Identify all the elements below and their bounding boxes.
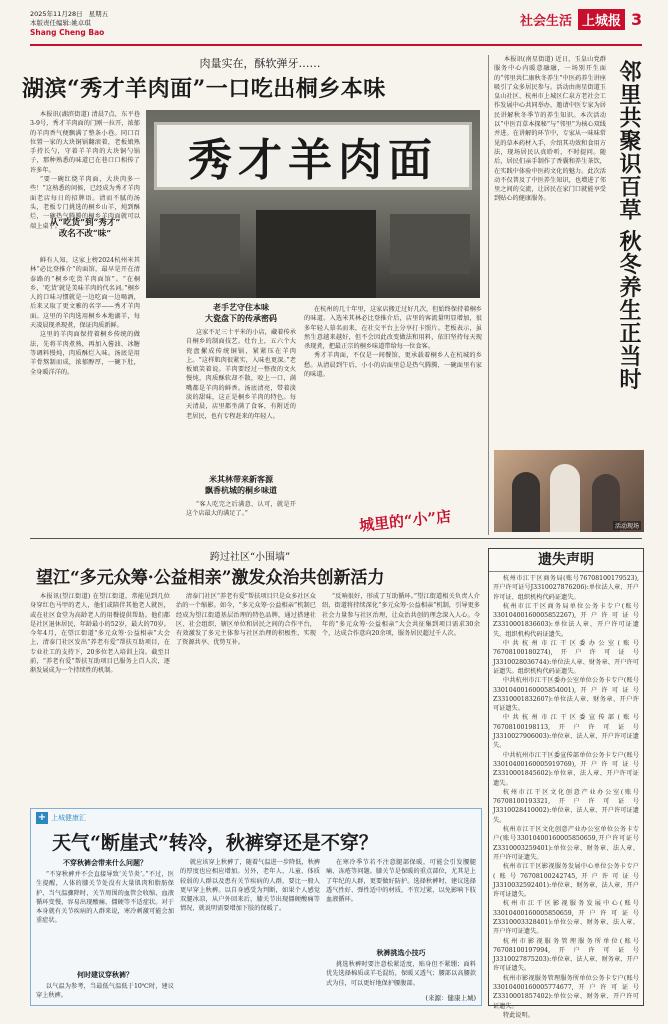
section-name: 社会生活 xyxy=(520,13,573,29)
masthead-left xyxy=(30,10,170,38)
lost-notice-item: 中共杭州市江干区委办公室(账号76708100180274),开户许可证号J3310028036744):单位法人章、财务章、开户许可证遗失。组织机构代码证遗失。 xyxy=(493,640,639,675)
story1-col3 xyxy=(304,305,482,465)
story3-source: (来源：健康上城) xyxy=(425,994,476,1002)
lost-notice-item: 杭州市影视服务管理服务所单位(账号76708100197994,开户许可证号J3310027875203):单位章、法人章、财务章、开户许可证遗失。 xyxy=(493,937,639,973)
health-cross-icon: + xyxy=(37,812,47,823)
story1-col2-text: 这家不足三十平米的小店，藏着传承自桐乡的制面技艺。灶台上，五六个大瓷盘摞成传统铜锅，紧紧压在羊肉上。“这样肌肉很紧实，入味也更深。”老板娘笑着说。羊肉要经过一整夜的文火慢炖，肉质酥软却不散，咬上一口，满嘴都是羊肉的鲜香。汤底清亮，带着淡淡的甜味，这正是桐乡羊肉的特色。每天清晨，店里都坐满了食客，有附近的老居民，也有专程赶来的年轻人。 xyxy=(186,329,296,420)
right-story-body xyxy=(494,55,606,445)
issue-date: 2025年11月28日 xyxy=(30,10,83,18)
story2-kicker: 跨过社区“小围墙” xyxy=(209,552,291,563)
story1-col3b-text: 秀才羊肉面，不仅是一间餐馆，更承载着桐乡人在杭城的乡愁。从清晨到午后，小小的店面里总是热气腾腾，一碗面里有家的味道。 xyxy=(304,352,482,379)
right-photo-label: 活动现场 xyxy=(614,523,639,530)
photo-crowd-1 xyxy=(512,472,540,532)
story2-col3 xyxy=(322,592,480,792)
right-story-headline: 邻里共聚识百草 秋冬养生正当时 xyxy=(616,60,641,391)
photo-sign-text: 秀才羊肉面 xyxy=(188,135,438,186)
lost-notice-item: 杭州市江干区影视服务发展中心(账号33010400160005850659,开户许可证号Z3310003328401):单位公章、财务章、法人章、开户许可证遗失。 xyxy=(493,900,639,936)
story1-headline: 湖滨“秀才羊肉面”一口吃出桐乡本味 xyxy=(22,76,386,102)
story3-col1-text: “不穿秋裤并不会直接导致‘关节炎’。”不过，医生提醒，人体的膝关节处没有大量肌肉和脂肪保护，当气温骤降时，关节周围的血管会收缩，血液循环变慢，容易出现酸痛、僵硬等不适症状。对于本身就有关节疾病的人群来说，寒冷刺激可能会加重症状。 xyxy=(36,871,174,925)
lost-notice-item: 中共杭州市江干区委宣传部单位公务卡专户(账号33010400160005919769),开户许可证号Z3310001845602):单位章、法人章、开户许可证遗失。 xyxy=(493,751,639,787)
story1-col2b xyxy=(186,500,296,528)
stamp-text: 城里的“小”店 xyxy=(358,506,452,535)
story3-col1b-text: 以气温为参考，当最低气温低于10℃时，建议穿上秋裤。 xyxy=(36,983,174,1000)
photo-window-left xyxy=(160,214,240,274)
lost-notice-item: 特此说明。 xyxy=(502,1011,534,1019)
story1-subhead1: 从“吃货”到“秀才” 改名不改“味” xyxy=(49,218,121,239)
right-story-photo xyxy=(494,450,644,532)
story3-sub1: 不穿秋裤会带来什么问题？ xyxy=(63,858,147,867)
story3-col3b xyxy=(326,960,476,992)
story3-col2 xyxy=(180,858,320,1002)
story3-col3-text: 在寒冷季节若不注意腿部保暖，可能会引发腰腿痛、冻疮等问题。膝关节是保暖的重点部位，尤其是上了年纪的人群，更要做好防护。选择秋裤时，建议选择透气性好、弹性适中的材质，不宜过紧，以免影响下肢血液循环。 xyxy=(326,859,476,904)
story3-col2-text: 就应该穿上秋裤了，随着气温进一步降低，秋裤的厚度也应相应增加。另外，老年人、儿童、体质较弱的人群以及患有关节疾病的人群，要比一般人更早穿上秋裤。以自身感受为判断，如果个人感觉双腿冰凉，从户外回来后，膝关节出现僵硬酸痛等情况，就说明需要增加下肢的保暖了。 xyxy=(180,859,320,913)
story1-col1c-text: 这里的羊肉面保持着桐乡传统的做法，先将羊肉煮熟，再加入酱油、冰糖等调料慢炖，肉质酥烂入味。汤底是用羊骨熬制而成，浓郁醇厚，一碗下肚，全身暖洋洋的。 xyxy=(30,331,140,376)
editor-line: 本版责任编辑:姚卓琪 xyxy=(30,19,91,27)
story3-logo xyxy=(36,812,86,824)
story3-headline: 天气“断崖式”转冷，秋裤穿还是不穿？ xyxy=(52,832,378,854)
right-story-text: 本报讯(南星街道) 近日，玉皇山党群服务中心内暖意融融，一场别开生面的“邻里共仁康秋冬养生”中医药养生讲座吸引了众多居民参与。活动由南星街道玉皇山社区、杭州市上城区仁泉方老社会工作发展中心共同举办，邀请中医专家为居民讲解秋冬季节的养生知识。本次活动以“中医百草本探秘”与“邻里”为核心双线并进。在讲解的环节中，专家从一味味常见的草本药材入手，介绍其功效和食用方法，现场居民认真聆听，不时提问。随后，居民们亲手制作了香囊和养生茶饮，在实践中体验中医药文化的魅力。此次活动不仅普及了中医养生知识，也增进了邻里之间的交流，让居民在家门口就能享受到贴心的健康服务。 xyxy=(494,56,606,203)
issue-weekday: 星期五 xyxy=(88,10,109,18)
story1-kicker: 肉量实在，酥软弹牙…… xyxy=(199,57,321,70)
story3-sub3: 秋裤挑选小技巧 xyxy=(376,948,426,957)
lost-notice-item: 杭州市江干区商务局(账号76708100179523),开户许可证号J3310027876206):单位法人章、开户许可证、组织机构代码证遗失。 xyxy=(493,575,639,601)
story3-col3 xyxy=(326,858,476,946)
paper-name-logo: 上城报 xyxy=(578,9,625,30)
story1-col1-extra: “要一碗红烧羊肉面，大块肉多一些！”这熟悉的问候，已经成为秀才羊肉面老店每日的招牌语。清而不腻的汤头，老板专门挑选的桐乡山羊，炖到酥烂，一碗热气腾腾的桐乡羊肉面就可以端上桌了。 xyxy=(30,176,140,230)
story2-col1-text: 本报讯(望江街道) 在望江街道，常能见到几位身穿红色马甲的老人，他们或陪伴其他老人就医，或在社区食堂为高龄老人的用餐提供帮助。他们都是社区退休居民，年龄最小的52岁，最大的70岁。今年4月，在望江街道“多元众筹·公益相亲”大会上，清泰门社区发出“养老有爱”帮扶互助项目，在专业社工的支持下，20多位老人培训上岗。截至目前，“养老有爱”帮扶互助项目已服务上百人次，逐渐发展成为一个持续性的机制。 xyxy=(30,593,170,675)
story3-col1 xyxy=(36,870,174,966)
story1-col3-text: 在杭州的几十年里，这家店搬迁过好几次，但始终保持着桐乡的味道。入选米其林必比登推介后，店里的客流量明显增加，很多年轻人慕名而来，在社交平台上分享打卡照片。老板表示，虽然生意越来越好，但不会因此改变做法和用料，依旧坚持每天现杀现煮，把最正宗的桐乡味道带给每一位食客。 xyxy=(304,306,482,351)
lost-notice-item: 中共杭州市江干区委宣传部(账号76708100198113,开户许可证号J3310027906003):单位章、法人章、开户许可证遗失。 xyxy=(493,714,639,750)
lost-notice-item: 杭州市江干区文化创意产业办公室单位公务卡专户(账号33010400160005850659,开户许可证号Z3310003259401):单位公章、财务章、法人章、开户许可证遗失。 xyxy=(493,826,639,861)
lost-notice-list xyxy=(489,572,643,1019)
section-rule-1 xyxy=(30,538,642,539)
lost-notice-box xyxy=(488,548,644,1019)
story2-col1 xyxy=(30,592,170,792)
right-column-divider xyxy=(488,55,489,535)
story1-photo xyxy=(146,110,480,298)
story3-col1b xyxy=(36,982,174,1002)
lost-notice-item: 杭州市影视服务管理服务所单位公务卡专户(账号33010400160005774677,开户许可证号Z3310001857402):单位公章、财务章、开户许可证遗失。 xyxy=(493,974,639,1010)
story1-col2 xyxy=(186,328,296,470)
photo-door xyxy=(256,210,376,298)
story3-sub2: 何时建议穿秋裤？ xyxy=(77,970,133,979)
story2-col2-text: 清泰门社区“养老有爱”帮扶项目只是众多社区众治的一个缩影。如今，“多元众筹·公益相亲”机制已经成为望江街道基层治理的特色品牌，通过搭建社区、社会组织、辖区单位和居民之间的合作平台，有效激发了多元主体参与社区治理的积极性，实现了资源共享、优势互补。 xyxy=(176,593,316,647)
masthead-right xyxy=(520,6,642,32)
story1-col1b-text: 鲜有人知，这家上榜2024杭州米其林“必比登推介”的面馆，最早是开在清泰路的“桐乡吃货羊肉面馆”。“在桐乡，‘吃货’就是美味羊肉的代名词。”桐乡人的口味习惯就是一边吃面一边喝酒，后来又取了更文雅的名字——秀才羊肉面。这里的羊肉选用桐乡本地湖羊，每天凌晨现杀现煮，保证肉质新鲜。 xyxy=(30,257,140,330)
story3-logo-label: 上城健康汇 xyxy=(51,814,86,822)
page-number: 3 xyxy=(631,9,643,29)
brand-pinyin: Shang Cheng Bao xyxy=(30,28,105,37)
photo-window-right xyxy=(390,214,470,274)
lost-notice-item: 杭州市江干区影视服务发展中心单位公务卡专户(账号76708100242745,开户许可证号J3310032592401):单位章、财务章、法人章、开户许可证遗失。 xyxy=(493,863,639,899)
lost-notice-item: 杭州市江干区文化创意产业办公室(账号76708100193321,开户许可证号J3310028410002):单位章、法人章、开户许可证遗失。 xyxy=(493,788,639,824)
story1-col1b xyxy=(30,256,140,401)
story2-headline: 望江“多元众筹·公益相亲”激发众治共创新活力 xyxy=(36,568,385,588)
story2-col3-text: “反响很好，形成了互助循环。”望江街道相关负责人介绍，街道将持续深化“多元众筹·公益相亲”机制，引导更多社会力量参与社区治理，让众治共创的理念深入人心。今年的“多元众筹·公益相亲”大会共征集到项目需求30余个，达成合作意向20余项，服务居民超过千人次。 xyxy=(322,593,480,638)
photo-sign-board xyxy=(154,122,472,190)
story2-col2 xyxy=(176,592,316,792)
story1-stamp xyxy=(350,500,460,540)
story3-col3b-text: 挑选秋裤时要注意松紧适度，贴身但不紧绷；面料优先选择棉质或羊毛混纺，保暖又透气；腰部以高腰款式为佳，可以更好地保护腰腹部。 xyxy=(326,961,476,987)
lost-notice-item: 中共杭州市江干区委办公室单位公务卡专户(账号33010400160005854001),开户许可证号Z3310001832607):单位法人章、财务章、开户许可证遗失。 xyxy=(493,677,639,713)
photo-crowd-2 xyxy=(550,464,580,532)
lost-notice-item: 杭州市江干区商务局单位公务卡专户(账号33010400160005852267),开户许可证号Z3310001836603):单位法人章、开户许可证遗失。组织机构代码证遗失。 xyxy=(493,602,639,638)
story1-lead: 本报讯(湖滨街道) 清晨7点，东平巷3-9号，秀才羊肉面的门刚一拉开，浓郁的羊肉香气便飘满了整条小巷。同口百位置一家的大块铜锅翻滚着，老板娘熟手持长勺，守着羊羊肉的大块铜勺锅子，那种熟悉的味道已在巷口口相传了许多年。 xyxy=(30,111,140,174)
masthead-rule xyxy=(30,44,642,46)
story1-photo-caption: 老手艺守住本味 大瓷盘下的传承密码 xyxy=(205,302,277,323)
story1-col2b-text: “客人吃完之后满意、认可，就是开这个店最大的满足了。” xyxy=(186,501,296,518)
lost-notice-title: 遗失声明 xyxy=(489,549,643,572)
story1-subhead2: 米其林带来新客源 飘香杭城的桐乡味道 xyxy=(205,474,277,495)
